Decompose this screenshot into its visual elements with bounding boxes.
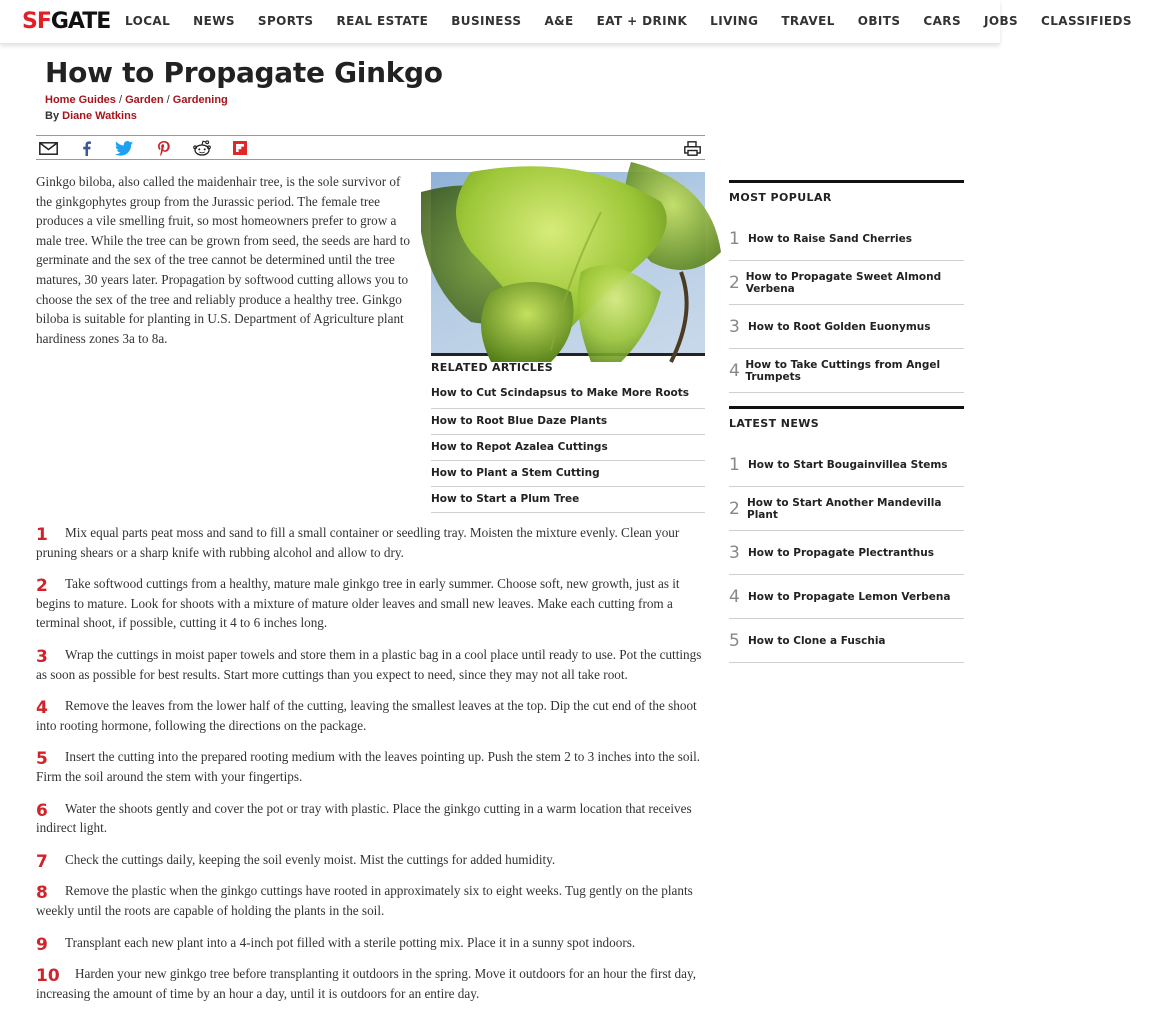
popular-article-link[interactable] xyxy=(729,217,964,261)
step-number: 10 xyxy=(36,966,60,987)
instruction-steps xyxy=(36,523,706,1015)
rank-number: 3 xyxy=(729,542,740,563)
latest-news-title: How to Start Another Mandevilla Plant xyxy=(747,496,942,521)
step-number: 5 xyxy=(36,749,48,770)
main-nav xyxy=(125,14,1155,28)
nav-eat-drink[interactable]: EAT + DRINK xyxy=(596,14,688,28)
step-text: Remove the leaves from the lower half of the cutting, leaving the smallest leaves at the top. Dip the cut end of the shoot into rooting hormone, following the directions on the package. xyxy=(36,698,697,733)
latest-news-link[interactable] xyxy=(729,575,964,619)
step-text: Harden your new ginkgo tree before transplanting it outdoors in the spring. Move it outdoors for an hour the first day, increasing the amount of time by an hour a day, until it is outdoors for an entire day. xyxy=(36,966,697,1001)
nav-real-estate[interactable]: REAL ESTATE xyxy=(336,14,429,28)
step-text: Mix equal parts peat moss and sand to fill a small container or seedling tray. Moisten the mixture evenly. Clean your pruning shears or a sharp knife with rubbing alcohol and allow to dry. xyxy=(36,525,680,560)
section-divider xyxy=(729,406,964,409)
nav-travel[interactable]: TRAVEL xyxy=(781,14,835,28)
latest-news-link[interactable] xyxy=(729,487,964,531)
related-article-link[interactable]: How to Plant a Stem Cutting xyxy=(431,461,705,487)
step-number: 9 xyxy=(36,934,48,955)
step-item xyxy=(36,574,706,633)
related-article-link[interactable]: How to Root Blue Daze Plants xyxy=(431,409,705,435)
step-item xyxy=(36,933,706,953)
article-title: How to Propagate Ginkgo xyxy=(45,56,443,89)
article-intro: Ginkgo biloba, also called the maidenhair tree, is the sole survivor of the ginkgophytes group from the Jurassic period. The female tree produces a vile smelling fruit, so most homeowners prefer to grow a male tree. While the tree can be grown from seed, the seeds are hard to germinate and the sex of the tree cannot be determined until the tree matures, 30 years later. Propagation by softwood cutting allows you to choose the sex of the tree and reliably produce a healthy tree. Ginkgo biloba is suitable for planting in U.S. Department of Agriculture plant hardiness zones 3a to 8a. xyxy=(36,174,410,346)
step-number: 3 xyxy=(36,646,48,667)
most-popular-panel xyxy=(729,180,964,393)
popular-article-title: How to Propagate Sweet Almond Verbena xyxy=(745,270,942,295)
facebook-icon[interactable] xyxy=(76,140,96,156)
rank-number: 5 xyxy=(729,630,740,651)
rank-number: 4 xyxy=(729,360,740,381)
nav-business[interactable]: BUSINESS xyxy=(451,14,522,28)
nav-local[interactable]: LOCAL xyxy=(125,14,171,28)
nav-obits[interactable]: OBITS xyxy=(857,14,901,28)
print-icon[interactable] xyxy=(682,140,702,156)
breadcrumb-gardening[interactable]: Gardening xyxy=(172,94,228,106)
nav-sports[interactable]: SPORTS xyxy=(257,14,314,28)
section-divider xyxy=(729,180,964,183)
latest-news-title: How to Start Bougainvillea Stems xyxy=(748,458,948,471)
step-text: Remove the plastic when the ginkgo cuttings have rooted in approximately six to eight weeks. Tug gently on the plants weekly until the roots are capable of holding the plants in the soil. xyxy=(36,883,693,918)
related-article-link[interactable]: How to Cut Scindapsus to Make More Roots xyxy=(431,383,705,409)
breadcrumb-garden[interactable]: Garden xyxy=(125,94,164,106)
popular-article-title: How to Take Cuttings from Angel Trumpets xyxy=(745,358,941,383)
byline-prefix: By xyxy=(45,110,60,122)
latest-news-link[interactable] xyxy=(729,443,964,487)
author-link[interactable]: Diane Watkins xyxy=(62,110,137,122)
popular-article-link[interactable] xyxy=(729,349,964,393)
rank-number: 4 xyxy=(729,586,740,607)
step-text: Insert the cutting into the prepared rooting medium with the leaves pointing up. Push the stem 2 to 3 inches into the soil. Firm the soil around the stem with your fingertips. xyxy=(36,749,701,784)
step-number: 4 xyxy=(36,698,48,719)
step-item xyxy=(36,964,706,1003)
step-number: 1 xyxy=(36,525,48,545)
rank-number: 2 xyxy=(729,272,740,293)
breadcrumb: Home Guides / Garden / Gardening xyxy=(45,94,228,106)
rank-number: 1 xyxy=(729,454,740,475)
latest-news-link[interactable] xyxy=(729,531,964,575)
nav-jobs[interactable]: JOBS xyxy=(983,14,1019,28)
nav-classifieds[interactable]: CLASSIFIEDS xyxy=(1041,14,1132,28)
step-item xyxy=(36,850,706,870)
latest-news-panel xyxy=(729,406,964,663)
step-number: 6 xyxy=(36,800,48,821)
latest-news-title: How to Clone a Fuschia xyxy=(748,634,886,647)
step-item xyxy=(36,523,706,562)
latest-news-title: How to Propagate Plectranthus xyxy=(748,546,934,559)
email-icon[interactable] xyxy=(38,140,58,156)
popular-article-title: How to Raise Sand Cherries xyxy=(748,232,912,245)
sfgate-logo[interactable]: SFGATE xyxy=(22,9,111,34)
most-popular-heading: MOST POPULAR xyxy=(729,191,832,204)
step-number: 8 xyxy=(36,883,48,904)
latest-news-title: How to Propagate Lemon Verbena xyxy=(748,590,951,603)
rank-number: 3 xyxy=(729,316,740,337)
pinterest-icon[interactable] xyxy=(154,140,174,156)
ginkgo-leaf-image xyxy=(431,172,705,356)
step-text: Transplant each new plant into a 4-inch pot filled with a sterile potting mix. Place it in a sunny spot indoors. xyxy=(65,934,636,950)
step-item xyxy=(36,881,706,920)
popular-article-link[interactable] xyxy=(729,305,964,349)
byline xyxy=(45,110,137,122)
related-article-link[interactable]: How to Repot Azalea Cuttings xyxy=(431,435,705,461)
related-article-link[interactable]: How to Start a Plum Tree xyxy=(431,487,705,513)
latest-news-heading: LATEST NEWS xyxy=(729,417,820,430)
step-text: Take softwood cuttings from a healthy, mature male ginkgo tree in early summer. Choose soft, new growth, just as it begins to mature. Look for shoots with a mixture of mature older leaves and small new leaves. Make each cutting from a terminal shoot, if possible, cutting it 4 to 6 inches long. xyxy=(36,576,680,631)
flipboard-icon[interactable] xyxy=(230,140,250,156)
rank-number: 2 xyxy=(729,498,740,519)
share-bar xyxy=(36,135,705,160)
step-item xyxy=(36,799,706,838)
step-number: 7 xyxy=(36,851,48,872)
step-item xyxy=(36,645,706,684)
step-text: Check the cuttings daily, keeping the soil evenly moist. Mist the cuttings for added humidity. xyxy=(65,851,556,867)
latest-news-link[interactable] xyxy=(729,619,964,663)
reddit-icon[interactable] xyxy=(192,140,212,156)
nav-cars[interactable]: CARS xyxy=(923,14,961,28)
step-text: Wrap the cuttings in moist paper towels and store them in a plastic bag in a cool place until ready to use. Pot the cuttings as soon as possible for best results. Start more cuttings than you expect to need, since they may not all take root. xyxy=(36,646,702,682)
nav-news[interactable]: NEWS xyxy=(193,14,235,28)
step-item xyxy=(36,747,706,786)
related-articles-heading: RELATED ARTICLES xyxy=(431,361,554,374)
step-number: 2 xyxy=(36,576,48,597)
step-text: Water the shoots gently and cover the pot or tray with plastic. Place the ginkgo cutting in a warm location that receives indirect light. xyxy=(36,800,692,836)
popular-article-link[interactable] xyxy=(729,261,964,305)
rank-number: 1 xyxy=(729,228,740,249)
popular-article-title: How to Root Golden Euonymus xyxy=(748,320,931,333)
top-navigation-bar xyxy=(0,0,1132,44)
nav-arts-entertainment[interactable]: A&E xyxy=(544,14,574,28)
step-item xyxy=(36,696,706,735)
twitter-icon[interactable] xyxy=(114,140,134,156)
related-articles xyxy=(431,361,705,513)
breadcrumb-home-guides[interactable]: Home Guides xyxy=(45,94,116,106)
nav-living[interactable]: LIVING xyxy=(710,14,759,28)
